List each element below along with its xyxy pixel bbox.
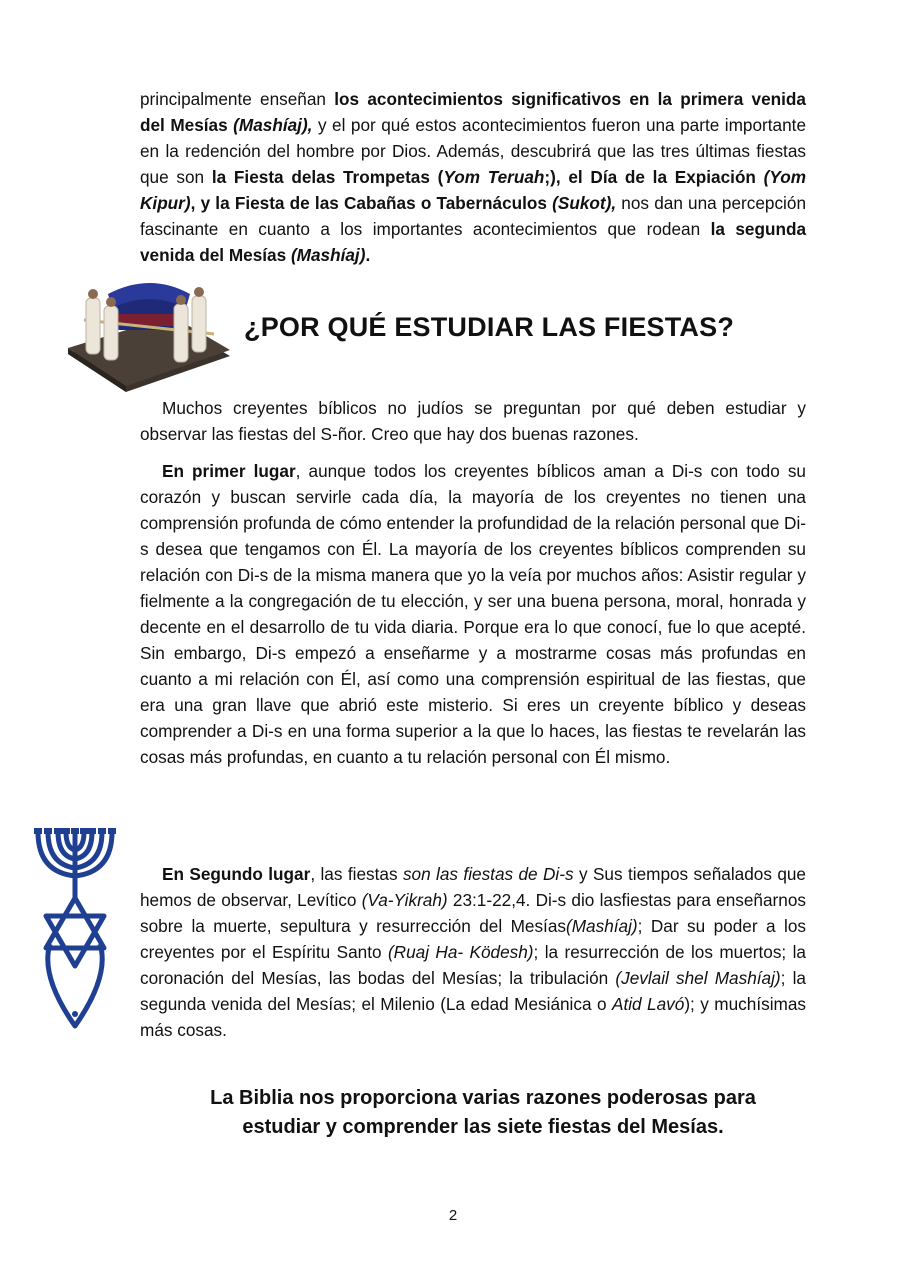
text-run: (Mashíaj): [290, 245, 366, 265]
paragraph-two: [140, 395, 806, 447]
text-run: la Fiesta delas Trompetas (: [211, 167, 444, 187]
text-run: (Jevlail shel Mashíaj): [615, 968, 781, 988]
section-heading: ¿POR QUÉ ESTUDIAR LAS FIESTAS?: [244, 312, 735, 342]
paragraph-three: [140, 458, 806, 770]
text-run: ;), el Día de la Expiación: [544, 167, 764, 187]
ark-of-covenant-illustration: [64, 268, 230, 394]
text-run: (Mashíaj),: [233, 115, 313, 135]
text-run: (Va-Yikrah): [361, 890, 448, 910]
text-run: son las fiestas de Di-s: [402, 864, 574, 884]
text-run: ; la segunda venida del Mesías; el Milenio (La edad Mesiánica o: [140, 968, 806, 1014]
text-run: Muchos creyentes bíblicos no judíos se preguntan por qué deben estudiar y observar las fiestas del S-ñor. Creo que hay dos buenas razones.: [140, 398, 806, 444]
text-run: Yom Teruah: [443, 167, 545, 187]
closing-line-1: La Biblia nos proporciona varias razones poderosas para: [210, 1087, 756, 1109]
text-run: principalmente enseñan: [140, 89, 335, 109]
text-run: (Mashíaj): [566, 916, 638, 936]
text-run: ; la resurrección de los muertos; la coronación del Mesías, las bodas del Mesías; la tribulación: [140, 942, 806, 988]
text-run: nos dan una percepción fascinante en cuanto a los importantes acontecimientos que rodean: [140, 193, 806, 239]
closing-statement: [140, 1084, 826, 1142]
text-run: En primer lugar: [162, 461, 296, 481]
text-run: (Yom Kipur): [140, 167, 807, 213]
text-run: , y la Fiesta de las Cabañas o Tabernáculos: [190, 193, 553, 213]
paragraph-four: [140, 861, 806, 1043]
text-run: 23:1-22,4. Di-s dio lasfiestas para enseñarnos sobre la muerte, sepultura y resurrección del Mesías: [140, 890, 806, 936]
text-run: , aunque todos los creyentes bíblicos aman a Di-s con todo su corazón y buscan servirle cada día, la mayoría de los creyentes no tienen una comprensión profunda de cómo entender la profundidad de la relación personal que Di-s desea que tengamos con Él. La mayoría de los creyentes bíblicos comprenden su relación con Di-s de la misma manera que yo la veía por muchos años: Asistir regular y fielmente a la congregación de tu elección, y ser una buena persona, moral, honrada y decente en el desarrollo de tu vida diaria. Porque era lo que conocí, fue lo que acepté. Sin embargo, Di-s empezó a enseñarme y a mostrarme cosas más profundas en cuanto a mi relación con Él, así como una comprensión espiritual de las fiestas, que era una gran llave que abrió este misterio. Si eres un creyente bíblico y deseas comprender a Di-s en una forma superior a la que lo haces, las fiestas te revelarán las cosas más profundas, en cuanto a tu relación personal con Él mismo.: [140, 461, 806, 767]
text-run: (Sukot),: [552, 193, 617, 213]
text-run: (Ruaj Ha- Ködesh): [387, 942, 534, 962]
messianic-seal-emblem: [32, 826, 118, 1032]
text-run: los acontecimientos significativos en la primera venida del Mesías: [140, 89, 806, 135]
text-run: Atid Lavó: [611, 994, 685, 1014]
page-number: 2: [448, 1207, 458, 1224]
text-run: , las fiestas: [310, 864, 403, 884]
text-run: la segunda venida del Mesías: [140, 219, 807, 265]
text-run: y el por qué estos acontecimientos fueron una parte importante en la redención del hombre por Dios. Además, descubrirá que las tres últimas fiestas que son: [140, 115, 807, 187]
closing-line-2: estudiar y comprender las siete fiestas del Mesías.: [242, 1116, 724, 1138]
text-run: y Sus tiempos señalados que hemos de observar, Levítico: [140, 864, 806, 910]
intro-paragraph: [140, 86, 806, 268]
text-run: .: [365, 245, 371, 265]
text-run: ); y muchísimas más cosas.: [140, 994, 806, 1040]
text-run: ; Dar su poder a los creyentes por el Espíritu Santo: [140, 916, 807, 962]
text-run: En Segundo lugar: [162, 864, 311, 884]
